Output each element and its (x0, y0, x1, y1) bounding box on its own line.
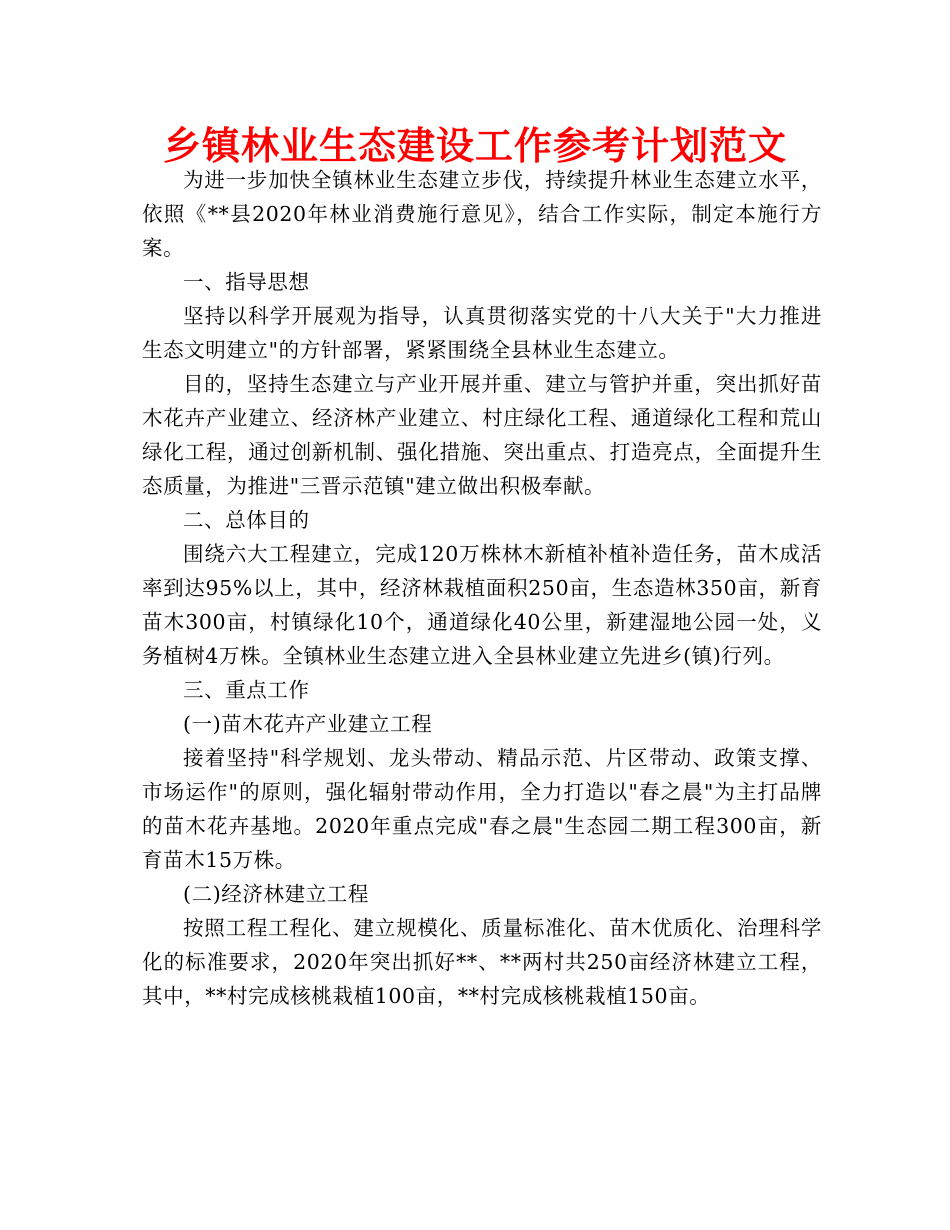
section-heading-guiding-thought: 一、指导思想 (183, 270, 310, 294)
paragraph-overall-goal: 围绕六大工程建立，完成120万株林木新植补植补造任务，苗木成活率到达95%以上，其中，经济林栽植面积250亩，生态造林350亩，新育苗木300亩，村镇绿化10个，通道绿化40公里，新建湿地公园一处，义务植树4万株。全镇林业生态建立进入全县林业建立先进乡(镇)行列。 (142, 542, 822, 668)
paragraph-purpose: 目的，坚持生态建立与产业开展并重、建立与管护并重，突出抓好苗木花卉产业建立、经济林产业建立、村庄绿化工程、通道绿化工程和荒山绿化工程，通过创新机制、强化措施、突出重点、打造亮点，全面提升生态质量，为推进"三晋示范镇"建立做出积极奉献。 (142, 372, 822, 498)
paragraph-economic-forest: 按照工程工程化、建立规模化、质量标准化、苗木优质化、治理科学化的标准要求，2020年突出抓好**、**两村共250亩经济林建立工程，其中，**村完成核桃栽植100亩，**村完成核桃栽植150亩。 (142, 916, 822, 1008)
section-heading-overall-goal: 二、总体目的 (183, 508, 310, 532)
paragraph-intro: 为进一步加快全镇林业生态建立步伐，持续提升林业生态建立水平，依照《**县2020年林业消费施行意见》，结合工作实际，制定本施行方案。 (142, 168, 822, 260)
section-heading-key-work: 三、重点工作 (183, 678, 310, 702)
paragraph-guiding-thought: 坚持以科学开展观为指导，认真贯彻落实党的十八大关于"大力推进生态文明建立"的方针部署，紧紧围绕全县林业生态建立。 (142, 304, 822, 362)
subsection-heading-nursery: (一)苗木花卉产业建立工程 (183, 712, 433, 736)
document-body (142, 163, 822, 1013)
document-title: 乡镇林业生态建设工作参考计划范文 (162, 124, 787, 168)
paragraph-nursery: 接着坚持"科学规划、龙头带动、精品示范、片区带动、政策支撑、市场运作"的原则，强化辐射带动作用，全力打造以"春之晨"为主打品牌的苗木花卉基地。2020年重点完成"春之晨"生态园二期工程300亩，新育苗木15万株。 (142, 746, 822, 872)
subsection-heading-economic-forest: (二)经济林建立工程 (183, 882, 369, 906)
